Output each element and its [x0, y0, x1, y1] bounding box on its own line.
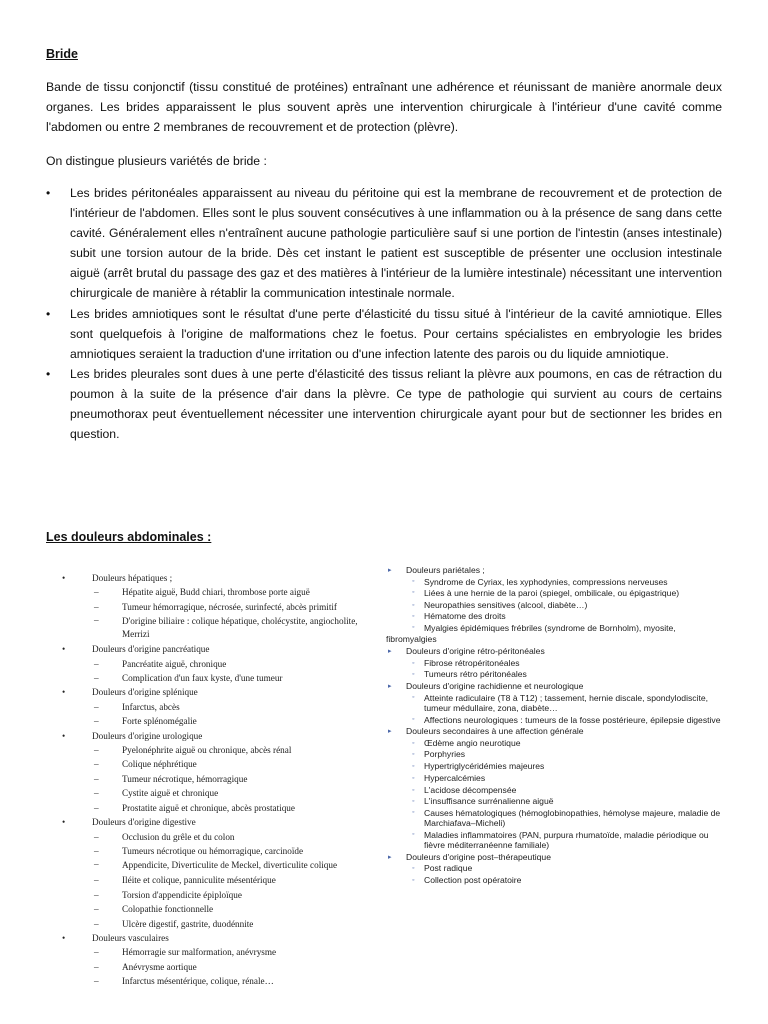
- sub-item-text: Cystite aiguë et chronique: [122, 788, 219, 799]
- sub-item-text: Prostatite aiguë et chronique, abcès prostatique: [122, 802, 295, 813]
- sub-item: [62, 657, 382, 671]
- sub-item: [62, 671, 382, 685]
- bullet-icon: ▸: [388, 648, 392, 656]
- category-item: [62, 931, 382, 945]
- sub-item: [62, 700, 382, 714]
- dash-icon: ◦: [412, 589, 415, 597]
- sub-item-text: Porphyries: [424, 749, 466, 760]
- sub-item: [386, 611, 726, 623]
- sub-item: [62, 614, 382, 642]
- sub-item: [62, 917, 382, 931]
- sub-item-text: L'insuffisance surrénalienne aiguë: [424, 796, 554, 807]
- sub-item: [386, 785, 726, 797]
- sub-item-text: Forte splénomégalie: [122, 716, 197, 727]
- category-label: Douleurs pariétales ;: [406, 565, 485, 575]
- sub-item-text: Colopathie fonctionnelle: [122, 904, 214, 915]
- sub-item: [386, 773, 726, 785]
- douleurs-right-column: [386, 565, 726, 887]
- sub-item-text: Appendicite, Diverticulite de Meckel, diverticulite colique: [122, 860, 338, 871]
- sub-item: [386, 796, 726, 808]
- sub-item-text: Fibrose rétropéritonéales: [424, 657, 520, 668]
- sub-item: [62, 743, 382, 757]
- sub-item: [62, 902, 382, 916]
- dash-icon: –: [94, 788, 99, 799]
- sub-item-text: Anévrysme aortique: [122, 961, 197, 972]
- dash-icon: –: [94, 904, 99, 915]
- sub-item-text: Syndrome de Cyriax, les xyphodynies, compressions nerveuses: [424, 576, 668, 587]
- bullet-icon: •: [46, 186, 51, 200]
- douleurs-left-column: [62, 571, 382, 989]
- sub-item-text: Hépatite aiguë, Budd chiari, thrombose porte aiguë: [122, 587, 310, 598]
- sub-item: [62, 786, 382, 800]
- bullet-icon: ▸: [388, 683, 392, 691]
- dash-icon: –: [94, 802, 99, 813]
- category-label: Douleurs secondaires à une affection générale: [406, 726, 584, 737]
- dash-icon: –: [94, 875, 99, 886]
- sub-item-text: Occlusion du grêle et du colon: [122, 831, 235, 842]
- bullet-icon: •: [62, 730, 66, 741]
- dash-icon: –: [94, 716, 99, 727]
- sub-item: [386, 658, 726, 670]
- sub-item-text: L'acidose décompensée: [424, 784, 517, 795]
- sub-item-text: Hypercalcémies: [424, 772, 486, 783]
- bullet-icon: •: [62, 687, 66, 698]
- category-label: Douleurs d'origine rachidienne et neurologique: [406, 681, 584, 692]
- category-label: Douleurs hépatiques ;: [92, 573, 173, 583]
- sub-item-text: Liées à une hernie de la paroi (spiegel, ombilicale, ou épigastrique): [424, 588, 680, 599]
- sub-item: [62, 772, 382, 786]
- sub-item: [386, 808, 726, 829]
- dash-icon: –: [94, 658, 99, 669]
- sub-item-text: Pancréatite aiguë, chronique: [122, 658, 227, 669]
- sub-item: [62, 960, 382, 974]
- sub-item: [62, 945, 382, 959]
- sub-item-text: Ulcère digestif, gastrite, duodénnite: [122, 918, 254, 929]
- sub-item: [62, 974, 382, 988]
- dash-icon: ◦: [412, 693, 415, 701]
- bullet-icon: ▸: [388, 853, 392, 861]
- sub-item: [386, 761, 726, 773]
- dash-icon: ◦: [412, 751, 415, 759]
- sub-item-text: Hypertriglycéridémies majeures: [424, 761, 545, 772]
- sub-item: [386, 863, 726, 875]
- sub-item: [386, 600, 726, 612]
- dash-icon: ◦: [412, 671, 415, 679]
- dash-icon: ◦: [412, 798, 415, 806]
- bullet-icon: •: [46, 306, 51, 321]
- bullet-icon: •: [62, 644, 66, 655]
- bullet-icon: ▸: [388, 567, 392, 574]
- category-item: [62, 642, 382, 656]
- dash-icon: –: [94, 601, 99, 612]
- sub-item: [62, 888, 382, 902]
- category-label: Douleurs d'origine post–thérapeutique: [406, 851, 551, 862]
- dash-icon: ◦: [412, 577, 415, 585]
- dash-icon: –: [94, 976, 99, 987]
- dash-icon: ◦: [412, 877, 415, 885]
- dash-icon: ◦: [412, 659, 415, 667]
- category-item: [62, 815, 382, 829]
- sub-item-text: D'origine biliaire : colique hépatique, cholécystite, angiocholite, Merrizi: [122, 616, 358, 640]
- sub-item: [62, 585, 382, 599]
- sub-item: [62, 714, 382, 728]
- category-item: [386, 726, 726, 738]
- list-item-text: Les brides amniotiques sont le résultat d'une perte d'élasticité du tissu situé à l'intérieur de la cavité amniotique. Elles sont quelquefois à l'origine de malformations chez le foetus. Pour certains spécialistes en embryologie les brides amniotiques seraient la traduction d'une irritation ou d'une infection latente des parois ou du liquide amniotique.: [70, 306, 722, 361]
- sub-item-text: Myalgies épidémiques frébriles (syndrome de Bornholm), myosite,: [424, 622, 676, 633]
- dash-icon: –: [94, 745, 99, 756]
- sub-item-text: Atteinte radiculaire (T8 à T12) ; tassement, hernie discale, spondylodiscite, tumeur médullaire, zona, diabète…: [424, 692, 709, 714]
- sub-item: [62, 757, 382, 771]
- category-label: Douleurs vasculaires: [92, 932, 169, 943]
- sub-item: [386, 669, 726, 681]
- category-label: Douleurs d'origine splénique: [92, 687, 198, 698]
- dash-icon: –: [94, 759, 99, 770]
- sub-item: [62, 830, 382, 844]
- dash-icon: ◦: [412, 613, 415, 621]
- sub-item-text: Collection post opératoire: [424, 875, 522, 886]
- sub-item-text: Infarctus, abcès: [122, 701, 180, 712]
- dash-icon: –: [94, 773, 99, 784]
- sub-item-text: Post radique: [424, 863, 473, 874]
- dash-icon: –: [94, 701, 99, 712]
- dash-icon: ◦: [412, 739, 415, 747]
- sub-item-text: Tumeur hémorragique, nécrosée, surinfecté, abcès primitif: [122, 601, 337, 612]
- dash-icon: ◦: [412, 601, 415, 609]
- bride-intro-paragraph: Bande de tissu conjonctif (tissu constitué de protéines) entraînant une adhérence et réunissant de manière anormale deux organes. Les brides apparaissent le plus souvent après une intervention chirurgicale à l'intérieur d'une cavité comme l'abdomen ou entre 2 membranes de recouvrement et de protection (plèvre).: [46, 80, 722, 134]
- sub-item-text: Hématome des droits: [424, 611, 506, 622]
- sub-item-text: Colique néphrétique: [122, 759, 197, 770]
- dash-icon: –: [94, 961, 99, 972]
- dash-icon: –: [94, 947, 99, 958]
- sub-item-text: Maladies inflammatoires (PAN, purpura rhumatoïde, maladie périodique ou fièvre méditerranéenne familiale): [424, 829, 709, 851]
- sub-item: [386, 588, 726, 598]
- sub-item: [386, 875, 726, 887]
- sub-item: [386, 715, 726, 725]
- bride-varieties-list: [46, 183, 722, 444]
- bride-varieties-heading: On distingue plusieurs variétés de bride :: [46, 154, 267, 168]
- sub-item: [386, 623, 726, 633]
- sub-item: [62, 844, 382, 858]
- sub-item-text: Infarctus mésentérique, colique, rénale…: [122, 976, 274, 987]
- dash-icon: –: [94, 918, 99, 929]
- sub-item-text: Œdème angio neurotique: [424, 737, 521, 748]
- dash-icon: ◦: [412, 830, 415, 838]
- sub-item: [62, 600, 382, 614]
- dash-icon: –: [94, 615, 99, 626]
- list-item-text: Les brides péritonéales apparaissent au niveau du péritoine qui est la membrane de recouvrement et de protection de l'intérieur de l'abdomen. Elles sont le plus souvent consécutives à une inflammation ou à la présence de sang dans cette cavité. Généralement elles n'entraînent aucune pathologie particulière sauf si une portion de l'intestin (anses intestinale) subit une torsion autour de la bride. Dès cet instant le patient est susceptible de présenter une occlusion intestinale aiguë (arrêt brutal du passage des gaz et des matières à l'intérieur de la lumière intestinale) nécessitant une intervention chirurgicale de manière à rétablir la communication intestinale normale.: [70, 186, 722, 301]
- sub-item-text: Causes hématologiques (hémoglobinopathies, hémolyse majeure, maladie de Marchiafava–Micheli): [424, 807, 721, 829]
- category-label: Douleurs d'origine rétro-péritonéales: [406, 646, 545, 657]
- sub-item: [386, 693, 726, 714]
- dash-icon: –: [94, 673, 99, 684]
- category-item: [62, 571, 382, 585]
- section-title-douleurs: Les douleurs abdominales :: [46, 530, 212, 544]
- category-item: [62, 729, 382, 743]
- category-item: [62, 685, 382, 699]
- sub-item-text: Tumeurs rétro péritonéales: [424, 669, 527, 680]
- dash-icon: –: [94, 859, 99, 870]
- category-item: [386, 646, 726, 658]
- trailing-text: fibromyalgies: [386, 634, 437, 645]
- sub-item-text: Affections neurologiques : tumeurs de la fosse postérieure, épilepsie digestive: [424, 714, 721, 725]
- sub-item-text: Pyelonéphrite aiguë ou chronique, abcès rénal: [122, 745, 292, 756]
- sub-item: [386, 577, 726, 587]
- sub-item: [62, 801, 382, 815]
- bullet-icon: •: [62, 573, 66, 583]
- sub-item: [386, 738, 726, 750]
- category-item: [386, 565, 726, 577]
- bullet-icon: •: [46, 366, 51, 381]
- dash-icon: ◦: [412, 763, 415, 771]
- category-item: [386, 681, 726, 693]
- dash-icon: ◦: [412, 865, 415, 873]
- dash-icon: –: [94, 845, 99, 856]
- dash-icon: ◦: [412, 623, 415, 631]
- sub-item-text: Tumeur nécrotique, hémorragique: [122, 773, 248, 784]
- section-title-bride: Bride: [46, 47, 78, 61]
- list-item-text: Les brides pleurales sont dues à une perte d'élasticité des tissus reliant la plèvre aux poumons, en cas de rétraction du poumon à la suite de la présence d'air dans la plèvre. Ce type de pathologie qui survient au cours de certains pneumothorax peut éventuellement nécessiter une intervention chirurgicale ayant pour but de sectionner les brides en question.: [70, 366, 722, 442]
- sub-item-text: Neuropathies sensitives (alcool, diabète…): [424, 599, 588, 610]
- dash-icon: –: [94, 889, 99, 900]
- list-item: [46, 183, 722, 304]
- sub-item: [62, 873, 382, 887]
- dash-icon: ◦: [412, 774, 415, 782]
- dash-icon: –: [94, 831, 99, 842]
- sub-item: [62, 858, 382, 873]
- dash-icon: ◦: [412, 786, 415, 794]
- list-item: [46, 364, 722, 444]
- list-item: [46, 304, 722, 364]
- sub-item-text: Torsion d'appendicite épiploïque: [122, 889, 242, 900]
- dash-icon: ◦: [412, 715, 415, 723]
- sub-item: [386, 749, 726, 761]
- bullet-icon: ▸: [388, 728, 392, 736]
- sub-item: [386, 830, 726, 851]
- category-label: Douleurs d'origine digestive: [92, 817, 196, 828]
- sub-item-text: Iléite et colique, panniculite mésentérique: [122, 875, 276, 886]
- dash-icon: –: [94, 587, 99, 598]
- dash-icon: ◦: [412, 808, 415, 816]
- category-label: Douleurs d'origine urologique: [92, 730, 203, 741]
- sub-item-text: Tumeurs nécrotique ou hémorragique, carcinoïde: [122, 845, 304, 856]
- category-item: [386, 852, 726, 864]
- sub-item-text: Complication d'un faux kyste, d'une tumeur: [122, 673, 283, 684]
- bullet-icon: •: [62, 932, 66, 943]
- bullet-icon: •: [62, 817, 66, 828]
- category-label: Douleurs d'origine pancréatique: [92, 644, 210, 655]
- sub-item-text: Hémorragie sur malformation, anévrysme: [122, 947, 277, 958]
